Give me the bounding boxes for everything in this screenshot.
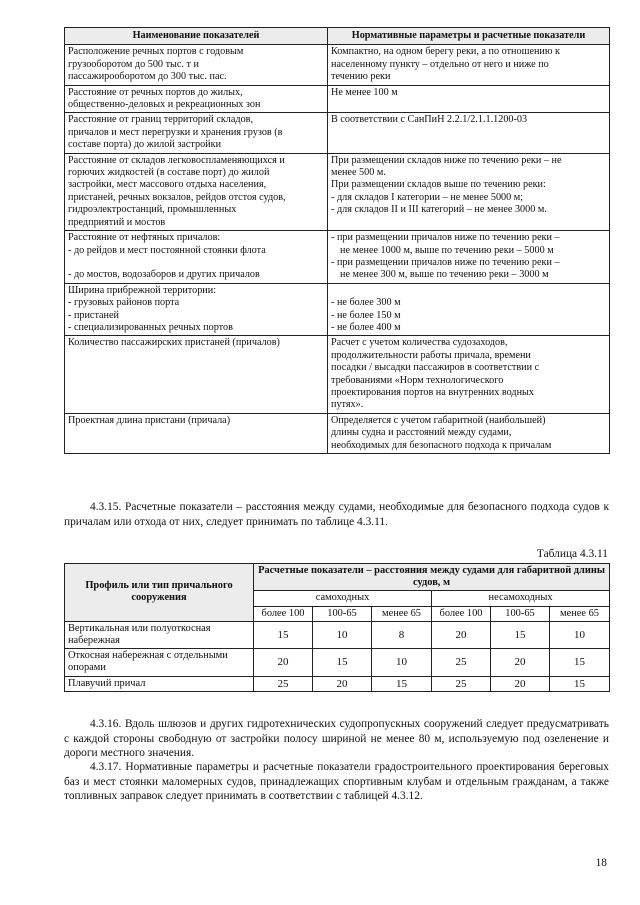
indicator-cell [65, 336, 328, 413]
subcol-header: менее 65 [550, 606, 610, 621]
subcol-header: 100-65 [313, 606, 372, 621]
cell-line: составе порта) до жилой застройки [68, 139, 222, 151]
ship-distance-table-body [65, 621, 610, 691]
norms-table-row [65, 231, 610, 284]
norms-table [64, 27, 610, 454]
subcol-header: менее 65 [372, 606, 432, 621]
parameter-cell [328, 113, 610, 153]
profile-label-cell: Плавучий причал [65, 676, 254, 691]
cell-line: Не менее 100 м [331, 86, 398, 98]
cell-line: предприятий и мостов [68, 216, 166, 228]
parameter-cell [328, 231, 610, 284]
col-header-profile: Профиль или тип причального сооружения [65, 564, 254, 622]
cell-line: необходимых для безопасного подхода к причалам [331, 439, 552, 451]
indicator-cell [65, 45, 328, 85]
ship-distance-row [65, 621, 610, 648]
cell-line: Расчет с учетом количества судозаходов, [331, 337, 508, 349]
parameter-cell [328, 153, 610, 230]
cell-line: - не более 150 м [331, 309, 401, 321]
norms-table-row [65, 45, 610, 85]
ship-distance-row [65, 649, 610, 676]
cell-line: Расположение речных портов с годовым [68, 46, 244, 58]
cell-line [68, 257, 324, 269]
norms-table-row [65, 113, 610, 153]
cell-line: путях». [331, 399, 364, 411]
norms-table-row [65, 336, 610, 413]
cell-line: населенному пункту – отдельно от него и ниже по [331, 58, 549, 70]
cell-line: гидроэлектростанций, промышленных [68, 204, 237, 216]
cell-line: - не более 400 м [331, 321, 401, 333]
paragraph-text: 4.3.16. Вдоль шлюзов и других гидротехнических судопропускных сооружений следует предусматривать с каждой стороны свободную от застройки полосу шириной не менее 80 м, используемую под озеленение и дороги местного значения. [64, 718, 609, 760]
paragraph-text: 4.3.15. Расчетные показатели – расстояния между судами, необходимые для безопасного подхода судов к причалам или отхода от них, следует принимать по таблице 4.3.11. [64, 501, 609, 528]
parameter-cell [328, 85, 610, 113]
parameter-cell [328, 283, 610, 336]
cell-line: При размещении складов выше по течению реки: [331, 179, 546, 191]
table-caption: Таблица 4.3.11 [536, 548, 608, 560]
indicator-cell [65, 413, 328, 453]
cell-line: застройки, мест массового отдыха населения, [68, 179, 267, 191]
paragraph-4-3-16 [64, 717, 609, 761]
subcol-header: 100-65 [491, 606, 550, 621]
cell-line: - до мостов, водозаборов и других причалов [68, 269, 260, 281]
cell-line: - для складов I категории – не менее 5000 м; [331, 191, 524, 203]
cell-line: посадки / высадки пассажиров в соответствии с [331, 362, 540, 374]
distance-value-cell: 15 [550, 649, 610, 676]
cell-line: - пристаней [68, 309, 119, 321]
cell-line-continuation: не менее 1000 м, выше по течению реки – 5000 м [340, 244, 554, 256]
indicator-cell [65, 283, 328, 336]
cell-line: Ширина прибрежной территории: [68, 284, 217, 296]
parameter-cell [328, 336, 610, 413]
cell-line-continuation: не менее 300 м, выше по течению реки – 3000 м [340, 269, 549, 281]
paragraph-4-3-17 [64, 760, 609, 804]
cell-line: - для складов II и III категорий – не менее 3000 м. [331, 204, 547, 216]
cell-line: - при размещении причалов ниже по течению реки – [331, 256, 560, 268]
cell-line: Компактно, на одном берегу реки, а по отношению к [331, 46, 560, 58]
page-number: 18 [595, 857, 607, 869]
indicator-cell [65, 85, 328, 113]
distance-value-cell: 25 [432, 649, 491, 676]
distance-value-cell: 15 [372, 676, 432, 691]
distance-value-cell: 25 [254, 676, 313, 691]
cell-line: общественно-деловых и рекреационных зон [68, 99, 261, 111]
subcol-header: более 100 [432, 606, 491, 621]
distance-value-cell: 20 [491, 676, 550, 691]
cell-line: требованиями «Норм технологического [331, 374, 504, 386]
indicator-cell [65, 153, 328, 230]
ship-distance-row [65, 676, 610, 691]
distance-value-cell: 15 [313, 649, 372, 676]
norms-table-row [65, 413, 610, 453]
header-indicator-name: Наименование показателей [65, 28, 328, 45]
cell-line: течению реки [331, 71, 391, 83]
cell-line: менее 500 м. [331, 167, 386, 179]
cell-line: проектирования портов на внутренних водных [331, 386, 534, 398]
cell-line [331, 285, 606, 297]
distance-value-cell: 10 [372, 649, 432, 676]
header-normative-parameters: Нормативные параметры и расчетные показатели [328, 28, 610, 45]
cell-line: Расстояние от границ территорий складов, [68, 114, 254, 126]
norms-table-row [65, 153, 610, 230]
distance-value-cell: 20 [313, 676, 372, 691]
cell-line: продолжительности работы причала, времени [331, 349, 531, 361]
distance-value-cell: 20 [491, 649, 550, 676]
norms-table-row [65, 283, 610, 336]
cell-line: грузооборотом до 500 тыс. т и [68, 58, 199, 70]
cell-line: - грузовых районов порта [68, 297, 180, 309]
distance-value-cell: 10 [313, 621, 372, 648]
paragraph-text: 4.3.17. Нормативные параметры и расчетные показатели градостроительного проектирования береговых баз и мест стоянки маломерных судов, принадлежащих спортивным клубам и отдельным гражданам, а также топливных заправок следует принимать в соответствии с таблицей 4.3.12. [64, 761, 609, 803]
norms-table-header-row [65, 28, 610, 45]
profile-label-cell: Откосная набережная с отдельными опорами [65, 649, 254, 676]
paragraph-4-3-15 [64, 500, 609, 529]
cell-line: В соответствии с СанПиН 2.2.1/2.1.1.1200-03 [331, 114, 528, 126]
distance-value-cell: 15 [550, 676, 610, 691]
distance-value-cell: 25 [432, 676, 491, 691]
distance-value-cell: 20 [432, 621, 491, 648]
cell-line: Определяется с учетом габаритной (наибольшей) [331, 414, 546, 426]
subgroup-self-propelled: самоходных [254, 591, 432, 606]
subgroup-non-self-propelled: несамоходных [432, 591, 610, 606]
cell-line: Расстояние от нефтяных причалов: [68, 232, 221, 244]
distance-value-cell: 10 [550, 621, 610, 648]
norms-table-body [65, 45, 610, 454]
cell-line: пристаней, речных вокзалов, рейдов отстоя судов, [68, 191, 286, 203]
cell-line: Количество пассажирских пристаней (причалов) [68, 337, 280, 349]
cell-line: Расстояние от складов легковоспламеняющихся и [68, 154, 285, 166]
cell-line: пассажирооборотом до 300 тыс. пас. [68, 71, 227, 83]
subcol-header: более 100 [254, 606, 313, 621]
cell-line: - до рейдов и мест постоянной стоянки флота [68, 244, 266, 256]
norms-table-row [65, 85, 610, 113]
parameter-cell [328, 413, 610, 453]
distance-value-cell: 15 [491, 621, 550, 648]
cell-line: Проектная длина пристани (причала) [68, 414, 231, 426]
cell-line: - при размещении причалов ниже по течению реки – [331, 232, 560, 244]
cell-line: При размещении складов ниже по течению реки – не [331, 154, 562, 166]
cell-line: причалов и мест перегрузки и хранения грузов (в [68, 126, 283, 138]
profile-label-cell: Вертикальная или полуоткосная набережная [65, 621, 254, 648]
cell-line: - специализированных речных портов [68, 321, 233, 333]
cell-line: горючих жидкостей (в составе порт) до жилой [68, 167, 270, 179]
ship-distance-table [64, 563, 610, 692]
group-header-distances: Расчетные показатели – расстояния между судами для габаритной длины судов, м [254, 564, 610, 591]
distance-value-cell: 15 [254, 621, 313, 648]
cell-line: Расстояние от речных портов до жилых, [68, 86, 243, 98]
indicator-cell [65, 113, 328, 153]
cell-line: - не более 300 м [331, 297, 401, 309]
distance-value-cell: 20 [254, 649, 313, 676]
indicator-cell [65, 231, 328, 284]
distance-value-cell: 8 [372, 621, 432, 648]
cell-line: длины судна и расстояний между судами, [331, 427, 512, 439]
parameter-cell [328, 45, 610, 85]
